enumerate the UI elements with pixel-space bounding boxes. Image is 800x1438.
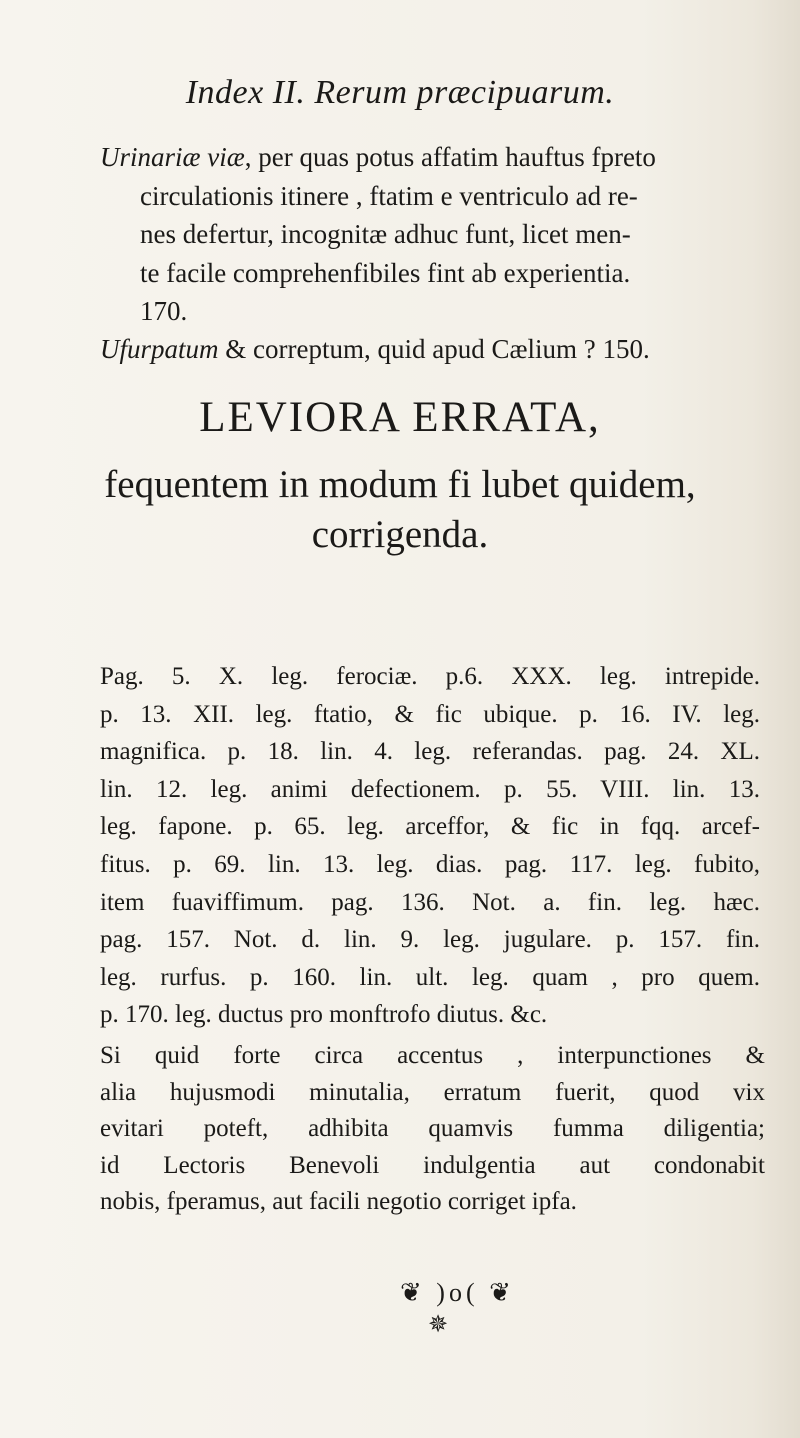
correction-line: p. 13. XII. leg. ftatio, & fic ubique. p. 16. IV. leg. [100, 700, 760, 728]
correction-line: magnifica. p. 18. lin. 4. leg. referandas. pag. 24. XL. [100, 738, 760, 766]
index-entry-term: Urinariæ viæ [100, 142, 245, 172]
note-line: alia hujusmodi minutalia, erratum fuerit, quod vix [100, 1078, 765, 1106]
running-head: Index II. Rerum præcipuarum. [185, 74, 615, 111]
errata-title: LEVIORA ERRATA, [199, 394, 601, 441]
index-entry-text: circulationis itinere , ftatim e ventriculo ad re- [140, 180, 638, 211]
ornament-star-icon: ✵ [428, 1312, 449, 1338]
note-line: evitari poteft, adhibita quamvis fumma diligentia; [100, 1115, 765, 1142]
index-entry-text: nes defertur, incognitæ adhuc funt, licet men- [140, 219, 631, 249]
note-line: Si quid forte circa accentus , interpunctiones & [100, 1042, 765, 1069]
correction-line: leg. rurfus. p. 160. lin. ult. leg. quam , pro quem. [100, 963, 760, 991]
index-entry-text: & correptum, quid apud Cælium ? 150. [218, 334, 650, 364]
note-line: id Lectoris Benevoli indulgentia aut condonabit [100, 1151, 765, 1179]
index-entry-term: Ufurpatum [100, 334, 219, 364]
errata-corrections [100, 658, 760, 1034]
correction-line: item fuaviffimum. pag. 136. Not. a. fin. leg. hæc. [100, 888, 760, 916]
correction-line: fitus. p. 69. lin. 13. leg. dias. pag. 117. leg. fubito, [100, 850, 760, 878]
index-entry-usurpatum [100, 330, 760, 369]
printers-ornament-icon: ❦ )o( ❦ [400, 1278, 515, 1307]
correction-line: lin. 12. leg. animi defectionem. p. 55. VIII. lin. 13. [100, 775, 760, 803]
index-entry-page: 170. [140, 296, 188, 326]
correction-line: Pag. 5. X. leg. ferociæ. p.6. XXX. leg. intrepide. [100, 663, 760, 690]
correction-line: p. 170. leg. ductus pro monftrofo diutus. &c. [100, 1001, 548, 1029]
note-line: nobis, fperamus, aut facili negotio corriget ipfa. [100, 1188, 577, 1215]
index-entry-text: , per quas potus affatim hauftus fpreto [244, 142, 656, 172]
correction-line: leg. fapone. p. 65. leg. arceffor, & fic in fqq. arcef- [100, 813, 760, 841]
closing-note [100, 1038, 765, 1221]
index-entry-text: te facile comprehenfibiles fint ab experientia. [140, 257, 631, 288]
index-entry-urinariae [100, 138, 760, 331]
correction-line: pag. 157. Not. d. lin. 9. leg. jugulare. p. 157. fin. [100, 926, 760, 954]
errata-subtitle: corrigenda. [311, 513, 489, 556]
errata-subtitle: fequentem in modum fi lubet quidem, [104, 463, 696, 506]
